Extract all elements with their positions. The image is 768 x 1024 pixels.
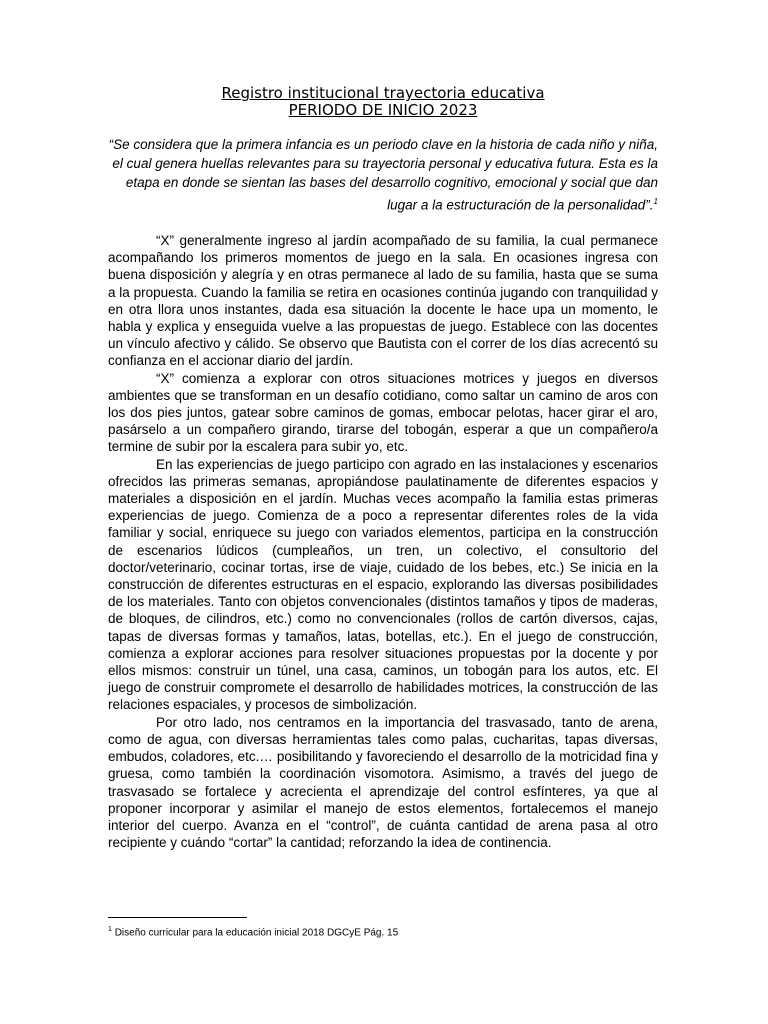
footnote [108, 923, 398, 939]
document-header [108, 85, 658, 119]
body-paragraph: “X” generalmente ingreso al jardín acompañado de su familia, la cual permanece acompañando los primeros momentos de juego en la sala. En ocasiones ingresa con buena disposición y alegría y en otras permanece al lado de su familia, hasta que se suma a la propuesta. Cuando la familia se retira en ocasiones continúa jugando con tranquilidad y en otra llora unos instantes, dada esa situación la docente le hace upa un momento, le habla y explica y enseguida vuelve a las propuestas de juego. Establece con las docentes un vínculo afectivo y cálido. Se observo que Bautista con el correr de los días acrecentó su confianza en el accionar diario del jardín. [108, 233, 658, 369]
footnote-number: 1 [108, 926, 112, 933]
footnote-separator [108, 917, 247, 918]
quote-text: “Se considera que la primera infancia es un periodo clave en la historia de cada niño y niña, el cual genera huellas relevantes para su trayectoria personal y educativa futura. Esta es la etapa en donde se sientan las bases del desarrollo cognitivo, emocional y social que dan lugar a la estructuración de la personalidad”. [108, 137, 658, 213]
footnote-text: Diseño curricular para la educación inicial 2018 DGCyE Pág. 15 [114, 927, 399, 939]
body-paragraph: En las experiencias de juego participo con agrado en las instalaciones y escenarios ofrecidos las primeras semanas, apropiándose paulatinamente de diferentes espacios y materiales a disposición en el jardín. Muchas veces acompaño la familia estas primeras experiencias de juego. Comienza de a poco a representar diferentes roles de la vida familiar y social, enriquece su juego con variados elementos, participa en la construcción de escenarios lúdicos (cumpleaños, un tren, un colectivo, el consultorio del doctor/veterinario, cocinar tortas, irse de viaje, cuidado de los bebes, etc.) Se inicia en la construcción de diferentes estructuras en el espacio, explorando las diversas posibilidades de los materiales. Tanto con objetos convencionales (distintos tamaños y tipos de maderas, de bloques, de cilindros, etc.) como no convencionales (rollos de cartón diversos, cajas, tapas de diversas formas y tamaños, latas, botellas, etc.). En el juego de construcción, comienza a explorar acciones para resolver situaciones propuestas por la docente y por ellos mismos: construir un túnel, una casa, caminos, un tobogán para los autos, etc. El juego de construir compromete el desarrollo de habilidades motrices, la construcción de las relaciones espaciales, y procesos de simbolización. [108, 456, 658, 713]
document-body [108, 232, 658, 851]
epigraph-quote [108, 135, 658, 215]
document-title: Registro institucional trayectoria educativa [221, 84, 545, 102]
document-subtitle: PERIODO DE INICIO 2023 [288, 101, 478, 119]
body-paragraph: Por otro lado, nos centramos en la importancia del trasvasado, tanto de arena, como de agua, con diversas herramientas tales como palas, cucharitas, tapas diversas, embudos, coladores, etc.… posibilitando y favoreciendo el desarrollo de la motricidad fina y gruesa, como también la coordinación visomotora. Asimismo, a través del juego de trasvasado se fortalece y acrecienta el aprendizaje del control esfínteres, ya que al proponer incorporar y asimilar el manejo de estos elementos, fortalecemos el manejo interior del cuerpo. Avanza en el “control”, de cuánta cantidad de arena pasa al otro recipiente y cuándo “cortar” la cantidad; reforzando la idea de continencia. [108, 714, 658, 851]
footnote-reference: 1 [653, 197, 658, 206]
body-paragraph: “X” comienza a explorar con otros situaciones motrices y juegos en diversos ambientes que se transforman en un desafío cotidiano, como saltar un camino de aros con los dos pies juntos, gatear sobre caminos de gomas, embocar pelotas, hacer girar el aro, pasárselo a un compañero girando, tirarse del tobogán, esperar a que un compañero/a termine de subir por la escalera para subir yo, etc. [108, 370, 658, 455]
